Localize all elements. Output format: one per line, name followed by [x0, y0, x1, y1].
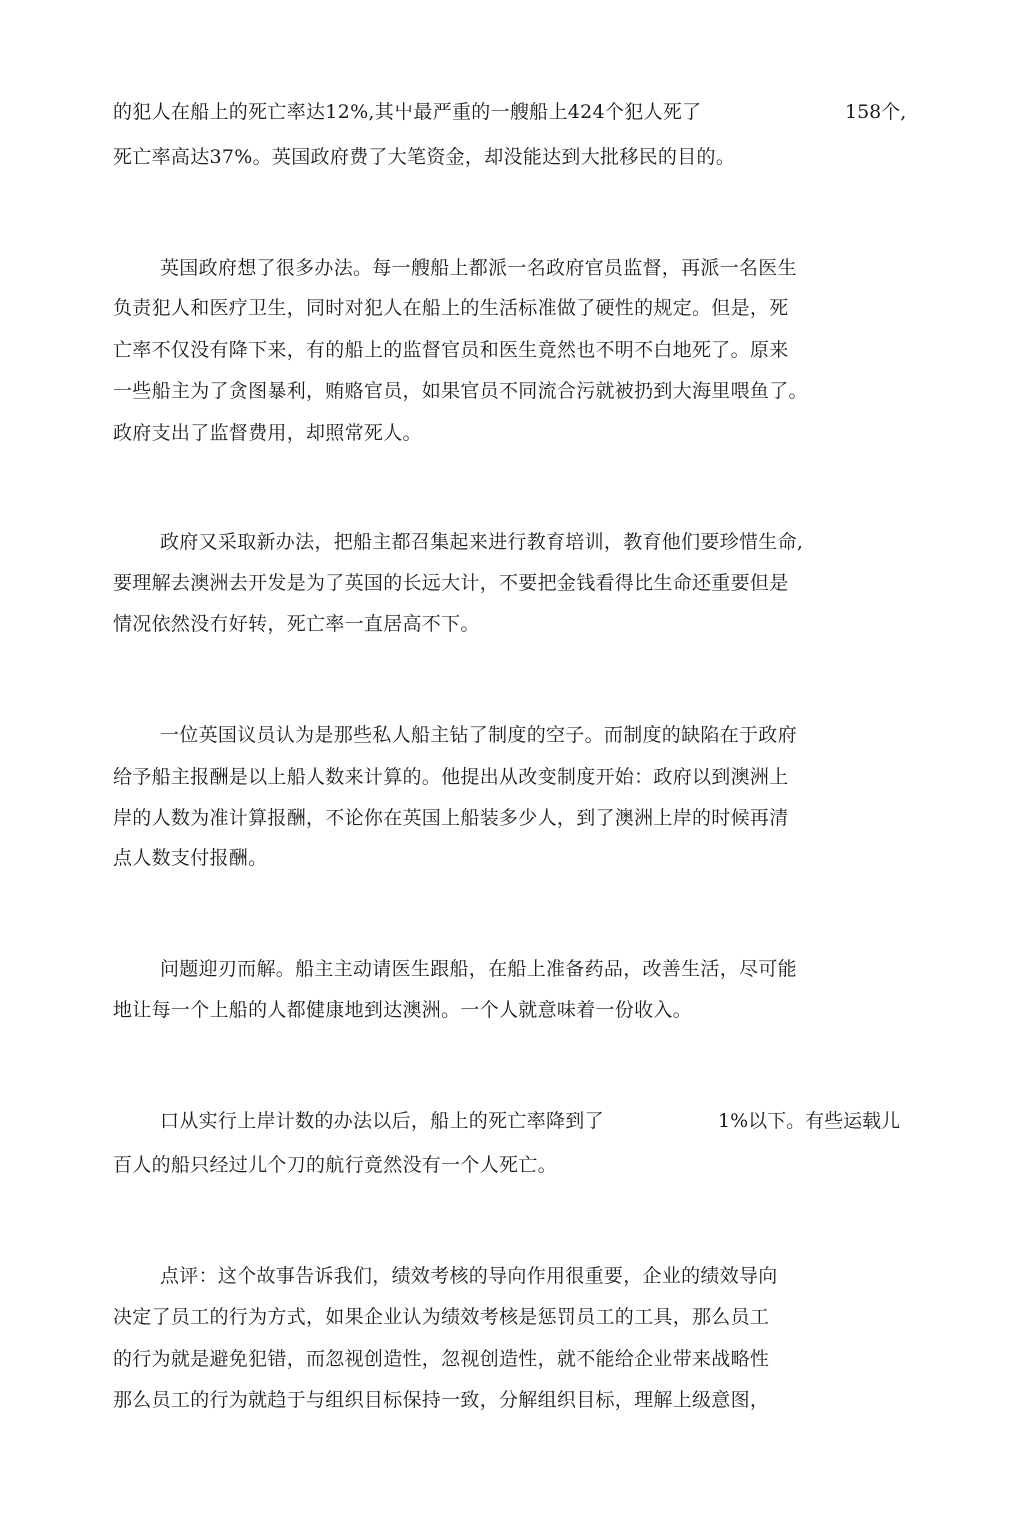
- paragraph-3-line-2: 要理解去澳洲去开发是为了英国的长远大计，不要把金钱看得比生命还重要但是: [113, 572, 789, 594]
- paragraph-4-line-1: 一位英国议员认为是那些私人船主钻了制度的空子。而制度的缺陷在于政府: [160, 724, 797, 746]
- paragraph-1-line-1-tail: 158个,: [845, 101, 907, 123]
- paragraph-4-line-4: 点人数支付报酬。: [113, 847, 268, 869]
- paragraph-1-line-2: 死亡率高达37%。英国政府费了大笔资金，却没能达到大批移民的目的。: [113, 146, 736, 168]
- paragraph-6-line-2: 百人的船只经过儿个刀的航行竟然没有一个人死亡。: [113, 1154, 557, 1176]
- paragraph-2-line-1: 英国政府想了很多办法。每一艘船上都派一名政府官员监督，再派一名医生: [160, 257, 797, 279]
- paragraph-2-line-3: 亡率不仅没有降下来，有的船上的监督官员和医生竟然也不明不白地死了。原来: [113, 339, 789, 361]
- paragraph-3-line-3: 情况依然没冇好转，死亡率一直居高不下。: [113, 613, 480, 635]
- paragraph-7-line-3: 的行为就是避免犯错，而忽视创造性，忽视创造性，就不能给企业带来战略性: [113, 1348, 770, 1370]
- paragraph-1-line-1: 的犯人在船上的死亡率达12%,其屮最严重的一艘船上424个犯人死了: [113, 101, 702, 123]
- paragraph-4-line-3: 岸的人数为准计算报酬，不论你在英国上船装多少人，到了澳洲上岸的时候再清: [113, 807, 789, 829]
- paragraph-4-line-2: 给予船主报酬是以上船人数来计算的。他提出从改变制度开始：政府以到澳洲上: [113, 766, 789, 788]
- paragraph-6-line-1-tail: 1%以下。有些运载儿: [718, 1110, 901, 1132]
- paragraph-6-line-1: 口从实行上岸计数的办法以后，船上的死亡率降到了: [160, 1110, 604, 1132]
- paragraph-5-line-2: 地让每一个上船的人都健康地到达澳洲。一个人就意味着一份收入。: [113, 999, 693, 1021]
- paragraph-7-line-1: 点评：这个故事告诉我们，绩效考核的导向作用很重要，企业的绩效导向: [160, 1265, 778, 1287]
- paragraph-5-line-1: 问题迎刃而解。船主主动请医生跟船，在船上准备药品，改善生活，尽可能: [160, 958, 797, 980]
- paragraph-2-line-2: 负责犯人和医疗卫生，同时对犯人在船上的生活标准做了硬性的规定。但是，死: [113, 297, 789, 319]
- paragraph-2-line-4: 一些船主为了贪图暴利，贿赂官员，如果官员不同流合污就被扔到大海里喂鱼了。: [113, 380, 808, 402]
- paragraph-7-line-2: 决定了员工的行为方式，如果企业认为绩效考核是惩罚员工的工具，那么员工: [113, 1306, 770, 1328]
- paragraph-2-line-5: 政府支出了监督费用，却照常死人。: [113, 422, 422, 444]
- paragraph-7-line-4: 那么员工的行为就趋于与组织目标保持一致，分解组织目标，理解上级意图，: [113, 1389, 770, 1411]
- paragraph-3-line-1: 政府又采取新办法，把船主都召集起来进行教育培训，教育他们要珍惜生命,: [160, 531, 804, 553]
